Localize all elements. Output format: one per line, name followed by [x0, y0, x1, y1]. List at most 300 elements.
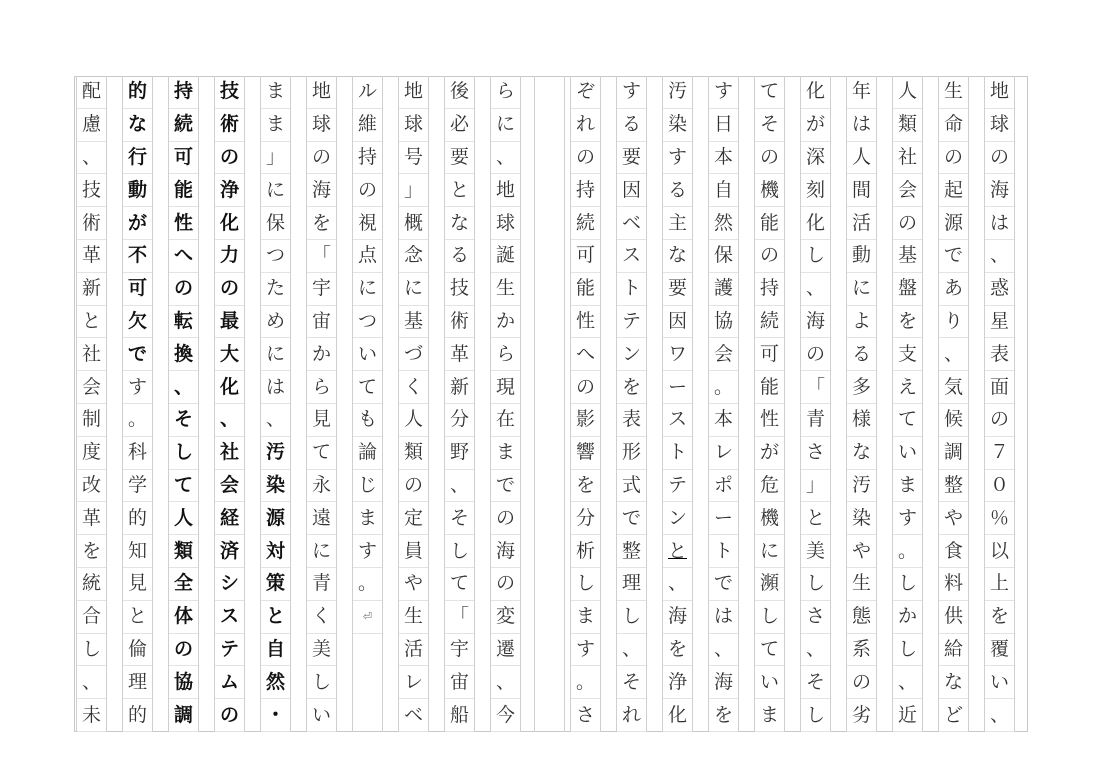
char-cell: す [353, 535, 382, 568]
char-cell: 定 [399, 502, 428, 535]
char-cell: 態 [847, 601, 876, 634]
char-cell: い [755, 666, 784, 699]
text-column [306, 76, 337, 732]
char-cell: 要 [663, 273, 692, 306]
char-cell: 年 [847, 76, 876, 109]
char-cell: 生 [491, 273, 520, 306]
char-cell: ス [215, 601, 244, 634]
char-cell: 多 [847, 371, 876, 404]
text-column [662, 76, 693, 732]
char-cell: 誕 [491, 240, 520, 273]
char-cell: の [215, 142, 244, 175]
char-cell: 瀕 [755, 568, 784, 601]
char-cell: 能 [755, 207, 784, 240]
char-cell: 力 [215, 240, 244, 273]
char-cell: や [939, 502, 968, 535]
char-cell: 」 [399, 174, 428, 207]
char-cell: 、 [801, 273, 830, 306]
char-cell: 化 [801, 207, 830, 240]
char-cell: 会 [77, 371, 106, 404]
char-cell: 然 [261, 666, 290, 699]
char-cell: 技 [77, 174, 106, 207]
text-column [398, 76, 429, 732]
char-cell: し [445, 535, 474, 568]
char-cell: 給 [939, 634, 968, 667]
char-cell: 覆 [985, 634, 1014, 667]
char-cell: て [755, 76, 784, 109]
char-cell: 汚 [847, 470, 876, 503]
char-cell: 見 [307, 404, 336, 437]
char-cell: 染 [663, 109, 692, 142]
char-cell: 動 [847, 240, 876, 273]
char-cell: 以 [985, 535, 1014, 568]
char-cell: の [985, 404, 1014, 437]
char-cell: 生 [847, 568, 876, 601]
char-cell: な [445, 207, 474, 240]
char-cell: 機 [755, 174, 784, 207]
char-cell: 会 [215, 470, 244, 503]
char-cell: を [985, 601, 1014, 634]
char-cell: ト [709, 535, 738, 568]
char-cell: 化 [215, 207, 244, 240]
char-cell: 、 [939, 338, 968, 371]
char-cell: 、 [77, 666, 106, 699]
char-cell: の [847, 666, 876, 699]
char-cell: へ [571, 338, 600, 371]
char-cell: ま [261, 109, 290, 142]
char-cell: 海 [709, 666, 738, 699]
char-cell: 的 [123, 502, 152, 535]
char-cell: さ [801, 601, 830, 634]
char-cell: る [663, 174, 692, 207]
char-cell: や [399, 568, 428, 601]
char-cell: 本 [709, 142, 738, 175]
char-cell: 、 [77, 142, 106, 175]
char-cell: し [801, 240, 830, 273]
char-cell: 」 [261, 142, 290, 175]
char-cell: ま [353, 502, 382, 535]
char-cell: 面 [985, 371, 1014, 404]
char-cell: 可 [169, 142, 198, 175]
char-cell: 、 [261, 404, 290, 437]
char-cell: 星 [985, 306, 1014, 339]
char-cell: れ [617, 699, 646, 732]
char-cell: 機 [755, 502, 784, 535]
char-cell: の [215, 273, 244, 306]
char-cell: い [307, 699, 336, 732]
char-cell: を [571, 470, 600, 503]
char-cell: す [709, 76, 738, 109]
char-cell: と [445, 174, 474, 207]
text-column [444, 76, 475, 732]
char-cell: て [169, 470, 198, 503]
char-cell: 慮 [77, 109, 106, 142]
char-cell: 護 [709, 273, 738, 306]
char-cell: 野 [445, 437, 474, 470]
char-cell: 要 [445, 142, 474, 175]
char-cell: な [847, 437, 876, 470]
char-cell: の [755, 240, 784, 273]
char-cell: と [77, 306, 106, 339]
char-cell: 号 [399, 142, 428, 175]
char-cell: 持 [169, 76, 198, 109]
char-cell: を [893, 306, 922, 339]
char-cell: 、 [709, 634, 738, 667]
char-cell: 「 [801, 371, 830, 404]
char-cell: づ [399, 338, 428, 371]
char-cell: 遠 [307, 502, 336, 535]
char-cell: 基 [893, 240, 922, 273]
char-cell: 宙 [445, 666, 474, 699]
char-cell: 気 [939, 371, 968, 404]
char-cell: 的 [123, 76, 152, 109]
char-cell: つ [353, 306, 382, 339]
char-cell: 宇 [307, 273, 336, 306]
char-cell: 社 [893, 142, 922, 175]
char-cell: 能 [169, 174, 198, 207]
char-cell: は [985, 207, 1014, 240]
char-cell: 配 [77, 76, 106, 109]
char-cell: 様 [847, 404, 876, 437]
char-cell: の [571, 371, 600, 404]
char-cell: 球 [307, 109, 336, 142]
char-cell: 体 [169, 601, 198, 634]
char-cell: か [491, 306, 520, 339]
char-cell: 対 [261, 535, 290, 568]
char-cell: 宙 [307, 306, 336, 339]
text-column [892, 76, 923, 732]
char-cell: は [709, 601, 738, 634]
char-cell: な [663, 240, 692, 273]
char-cell: ・ [261, 699, 290, 732]
char-cell: の [893, 207, 922, 240]
char-cell: を [663, 634, 692, 667]
char-cell: が [755, 437, 784, 470]
char-cell: し [307, 666, 336, 699]
char-cell: 海 [985, 174, 1014, 207]
char-cell: 変 [491, 601, 520, 634]
char-cell: 保 [261, 207, 290, 240]
char-cell: し [893, 568, 922, 601]
char-cell: で [939, 240, 968, 273]
char-cell: は [261, 371, 290, 404]
char-cell: 源 [261, 502, 290, 535]
char-cell: 危 [755, 470, 784, 503]
char-cell: ⏎ [353, 601, 382, 634]
char-cell: 人 [169, 502, 198, 535]
char-cell: 持 [755, 273, 784, 306]
char-cell: す [617, 76, 646, 109]
char-cell: 「 [445, 601, 474, 634]
char-cell: 後 [445, 76, 474, 109]
text-column [800, 76, 831, 732]
char-cell: ベ [617, 207, 646, 240]
char-cell: 分 [571, 502, 600, 535]
char-cell: 近 [893, 699, 922, 732]
char-cell: す [893, 502, 922, 535]
char-cell: の [215, 699, 244, 732]
char-cell: か [893, 601, 922, 634]
char-cell: 可 [571, 240, 600, 273]
char-cell: の [491, 502, 520, 535]
char-cell: に [261, 338, 290, 371]
char-cell: の [985, 142, 1014, 175]
char-cell: 供 [939, 601, 968, 634]
text-column [938, 76, 969, 732]
char-cell: 持 [353, 142, 382, 175]
char-cell: ０ [985, 470, 1014, 503]
char-cell: が [801, 109, 830, 142]
char-cell: 球 [399, 109, 428, 142]
char-cell: と [261, 601, 290, 634]
char-cell: 協 [709, 306, 738, 339]
char-cell: し [571, 568, 600, 601]
char-cell: で [123, 338, 152, 371]
char-cell: そ [801, 666, 830, 699]
char-cell: 主 [663, 207, 692, 240]
char-cell: ポ [709, 470, 738, 503]
char-cell: 革 [445, 338, 474, 371]
text-column [846, 76, 877, 732]
char-cell: と [801, 502, 830, 535]
char-cell: た [261, 273, 290, 306]
char-cell: な [123, 109, 152, 142]
char-cell: 海 [491, 535, 520, 568]
char-cell: が [123, 207, 152, 240]
char-cell: の [491, 568, 520, 601]
char-cell: に [847, 273, 876, 306]
char-cell: 経 [215, 502, 244, 535]
char-cell: 遷 [491, 634, 520, 667]
char-cell: え [893, 371, 922, 404]
char-cell: 、 [663, 568, 692, 601]
char-cell: 船 [445, 699, 474, 732]
char-cell: の [169, 634, 198, 667]
char-cell: 新 [77, 273, 106, 306]
char-cell: に [755, 535, 784, 568]
char-cell: 上 [985, 568, 1014, 601]
char-cell: し [169, 437, 198, 470]
char-cell: を [709, 699, 738, 732]
char-cell: 統 [77, 568, 106, 601]
char-cell: ま [261, 76, 290, 109]
char-cell: 然 [709, 207, 738, 240]
char-cell: 日 [709, 109, 738, 142]
char-cell: 化 [801, 76, 830, 109]
char-cell: 動 [123, 174, 152, 207]
char-cell: 形 [617, 437, 646, 470]
char-cell: 地 [307, 76, 336, 109]
char-cell: 類 [893, 109, 922, 142]
char-cell: 、 [801, 634, 830, 667]
char-cell: て [445, 568, 474, 601]
char-cell: テ [617, 306, 646, 339]
char-cell: も [353, 404, 382, 437]
char-cell: 、 [617, 634, 646, 667]
char-cell: の [939, 142, 968, 175]
char-cell: に [399, 273, 428, 306]
char-cell: 浄 [663, 666, 692, 699]
char-cell: 点 [353, 240, 382, 273]
char-cell: 行 [123, 142, 152, 175]
char-cell: 美 [307, 634, 336, 667]
char-cell: 惑 [985, 273, 1014, 306]
char-cell: を [307, 207, 336, 240]
char-cell: 候 [939, 404, 968, 437]
char-cell: 理 [617, 568, 646, 601]
char-cell: し [801, 568, 830, 601]
char-cell: す [123, 371, 152, 404]
char-cell: 人 [399, 404, 428, 437]
char-cell: さ [801, 437, 830, 470]
char-cell: 地 [491, 174, 520, 207]
char-cell: 視 [353, 207, 382, 240]
char-cell: 盤 [893, 273, 922, 306]
char-cell: 美 [801, 535, 830, 568]
char-cell: ま [893, 470, 922, 503]
char-cell: ン [617, 338, 646, 371]
char-cell: テ [663, 470, 692, 503]
char-cell: し [755, 601, 784, 634]
char-cell: く [399, 371, 428, 404]
text-column [984, 76, 1015, 732]
char-cell: 術 [445, 306, 474, 339]
char-cell: 析 [571, 535, 600, 568]
char-cell: に [261, 174, 290, 207]
char-cell: 青 [801, 404, 830, 437]
char-cell: し [617, 601, 646, 634]
char-cell: 因 [663, 306, 692, 339]
char-cell: ル [353, 76, 382, 109]
char-cell: 社 [215, 437, 244, 470]
char-cell: そ [617, 666, 646, 699]
char-cell: の [755, 142, 784, 175]
char-cell: 技 [445, 273, 474, 306]
char-cell: 料 [939, 568, 968, 601]
char-cell: 源 [939, 207, 968, 240]
char-cell: 維 [353, 109, 382, 142]
char-cell: で [617, 502, 646, 535]
char-cell: 因 [617, 174, 646, 207]
char-cell: 在 [491, 404, 520, 437]
char-cell: 、 [169, 371, 198, 404]
char-cell: 済 [215, 535, 244, 568]
char-cell: 海 [663, 601, 692, 634]
char-cell: 。 [893, 535, 922, 568]
char-cell: じ [353, 470, 382, 503]
char-cell: 人 [847, 142, 876, 175]
char-cell: 宇 [445, 634, 474, 667]
char-cell: 改 [77, 470, 106, 503]
char-cell: あ [939, 273, 968, 306]
char-cell: 影 [571, 404, 600, 437]
char-cell: 化 [215, 371, 244, 404]
char-cell: 染 [261, 470, 290, 503]
char-cell: ー [709, 502, 738, 535]
char-cell: 起 [939, 174, 968, 207]
char-cell: 不 [123, 240, 152, 273]
char-cell: 染 [847, 502, 876, 535]
char-cell: 汚 [663, 76, 692, 109]
char-cell: 念 [399, 240, 428, 273]
char-cell: て [307, 437, 336, 470]
char-cell: 革 [77, 502, 106, 535]
char-cell: 食 [939, 535, 968, 568]
char-cell: ム [215, 666, 244, 699]
char-cell: ま [755, 699, 784, 732]
char-cell: 、 [445, 470, 474, 503]
char-cell: ト [617, 273, 646, 306]
char-cell: 革 [77, 240, 106, 273]
char-cell: 、 [491, 666, 520, 699]
char-cell: そ [755, 109, 784, 142]
char-cell: 可 [123, 273, 152, 306]
char-cell: と [663, 535, 692, 568]
char-cell: 海 [307, 174, 336, 207]
char-cell: 続 [571, 207, 600, 240]
char-cell: に [353, 273, 382, 306]
char-cell: 劣 [847, 699, 876, 732]
char-cell: ら [491, 338, 520, 371]
char-cell: る [445, 240, 474, 273]
text-column [708, 76, 739, 732]
char-cell: そ [169, 404, 198, 437]
text-column [616, 76, 647, 732]
char-cell: よ [847, 306, 876, 339]
char-cell: 調 [169, 699, 198, 732]
char-cell: レ [709, 437, 738, 470]
text-column [490, 76, 521, 732]
char-cell: の [571, 142, 600, 175]
char-cell: 支 [893, 338, 922, 371]
char-cell: 論 [353, 437, 382, 470]
char-cell: ％ [985, 502, 1014, 535]
char-cell: 活 [399, 634, 428, 667]
char-cell: て [893, 404, 922, 437]
char-cell: 」 [801, 470, 830, 503]
char-cell: 青 [307, 568, 336, 601]
char-cell: 本 [709, 404, 738, 437]
char-cell: 術 [77, 207, 106, 240]
char-cell: 今 [491, 699, 520, 732]
text-column [76, 76, 107, 732]
char-cell: 転 [169, 306, 198, 339]
char-cell: 持 [571, 174, 600, 207]
char-cell: す [571, 634, 600, 667]
char-cell: な [939, 666, 968, 699]
char-cell: 整 [939, 470, 968, 503]
char-cell: 基 [399, 306, 428, 339]
text-column [214, 76, 245, 732]
char-cell: め [261, 306, 290, 339]
char-cell: ま [491, 437, 520, 470]
char-cell: 見 [123, 568, 152, 601]
char-cell: 概 [399, 207, 428, 240]
char-cell: 科 [123, 437, 152, 470]
char-cell: て [755, 634, 784, 667]
char-cell: 浄 [215, 174, 244, 207]
text-column [168, 76, 199, 732]
char-cell: 式 [617, 470, 646, 503]
char-cell: 的 [123, 699, 152, 732]
char-cell: 球 [985, 109, 1014, 142]
char-cell: 、 [893, 666, 922, 699]
char-cell: ン [663, 502, 692, 535]
char-cell: 、 [985, 240, 1014, 273]
char-cell: か [307, 338, 336, 371]
char-cell: 生 [399, 601, 428, 634]
char-cell: 員 [399, 535, 428, 568]
